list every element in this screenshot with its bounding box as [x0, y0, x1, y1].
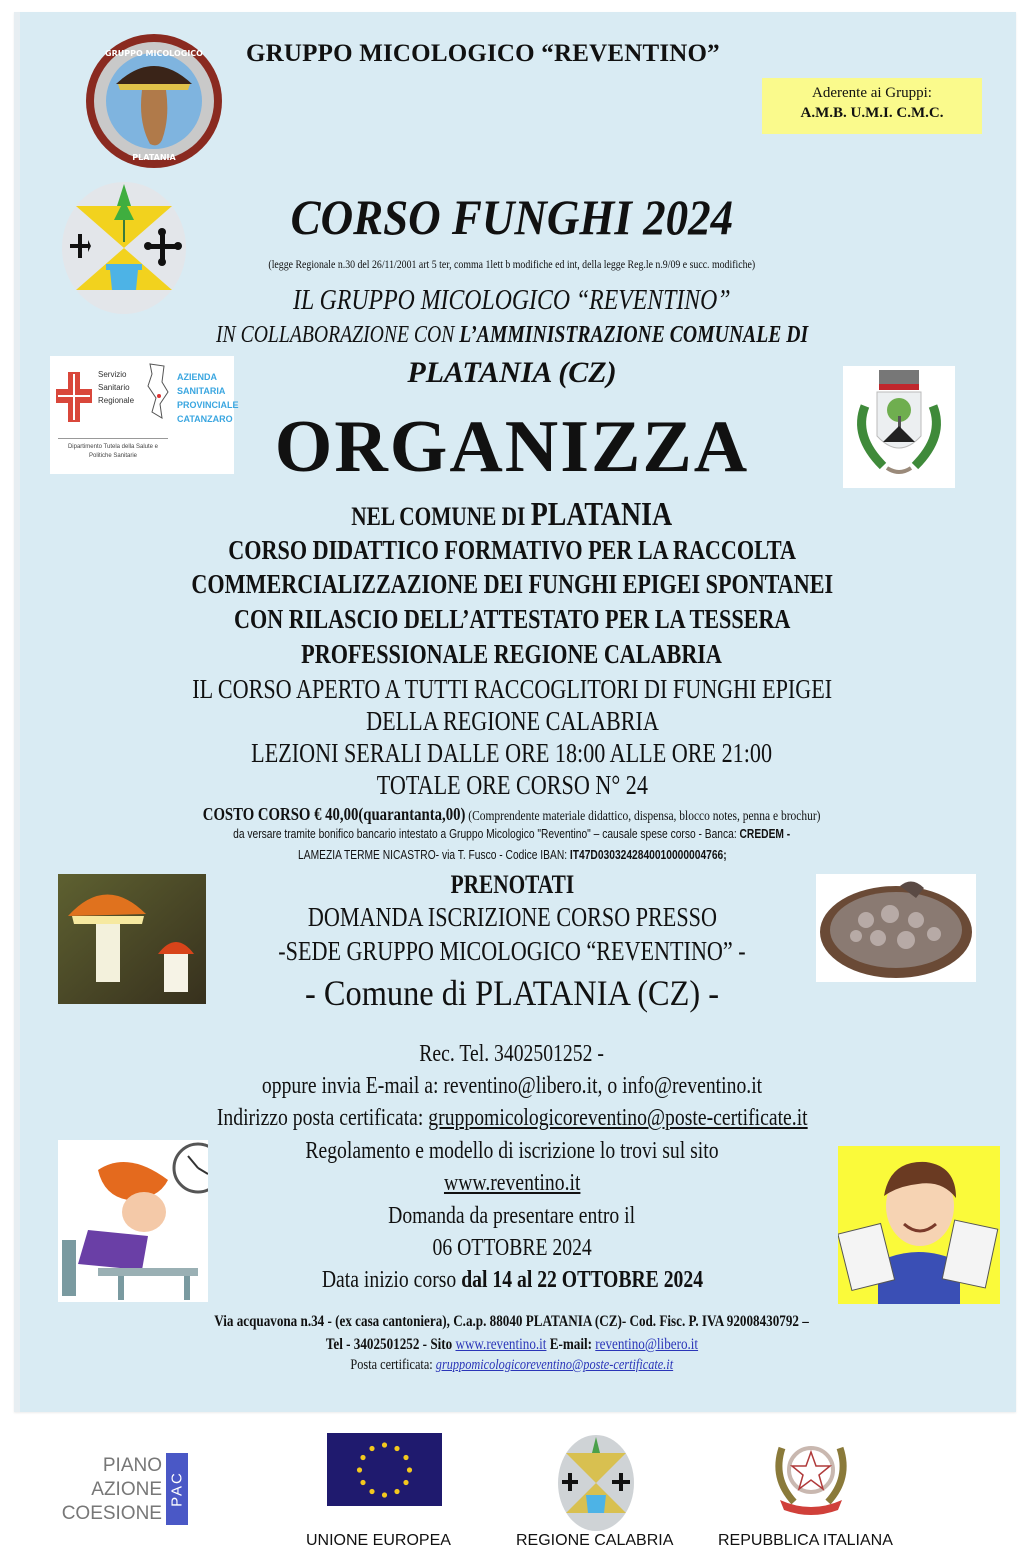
municipality-line: NEL COMUNE DI PLATANIA [351, 496, 673, 533]
svg-text:GRUPPO MICOLOGICO: GRUPPO MICOLOGICO [105, 49, 203, 58]
club-logo-mushroom-icon [84, 32, 224, 170]
pac-logo [61, 1450, 188, 1530]
course-total-hours: TOTALE ORE CORSO N° 24 [376, 770, 648, 800]
payment-line-1: da versare tramite bonifico bancario intestato a Gruppo Micologico "Reventino" – causale spese corso - Banca: CREDEM - [233, 827, 791, 841]
course-description-line-2: COMMERCIALIZZAZIONE DEI FUNGHI EPIGEI SPONTANEI [191, 569, 833, 599]
website-link[interactable]: www.reventino.it [443, 1170, 581, 1196]
course-info-line-2: DELLA REGIONE CALABRIA [365, 706, 659, 736]
pec-link[interactable]: gruppomicologicoreventino@poste-certificate.it [428, 1105, 808, 1131]
aderente-box [762, 78, 982, 134]
studying-boy-clock-illustration [58, 1140, 208, 1302]
club-title: GRUPPO MICOLOGICO “REVENTINO” [246, 40, 720, 67]
department-text: Dipartimento Tutela della Salute e Politiche Sanitarie [58, 438, 168, 461]
svg-text:PLATANIA: PLATANIA [132, 153, 176, 162]
course-info-line-1: IL CORSO APERTO A TUTTI RACCOGLITORI DI FUNGHI EPIGEI [192, 674, 832, 704]
booking-title: PRENOTATI [450, 870, 574, 899]
footer-email-link[interactable]: reventino@libero.it [595, 1336, 699, 1353]
boy-with-documents-illustration [838, 1146, 1000, 1304]
aderente-groups: A.M.B. U.M.I. C.M.C. [800, 105, 944, 121]
eu-flag-icon [327, 1433, 442, 1506]
footer-site-link[interactable]: www.reventino.it [455, 1336, 547, 1353]
booking-line-2: -SEDE GRUPPO MICOLOGICO “REVENTINO” - [278, 936, 746, 966]
repubblica-italiana-emblem-icon [766, 1428, 856, 1518]
footer-address: Via acquavona n.34 - (ex casa cantoniera), C.a.p. 88040 PLATANIA (CZ)- Cod. Fisc. P. IVA 92008430792 – [214, 1313, 810, 1330]
aderente-label: Aderente ai Gruppi: [812, 85, 932, 101]
course-description-line-3: CON RILASCIO DELL’ATTESTATO PER LA TESSERA [233, 604, 791, 634]
deadline-date: 06 OTTOBRE 2024 [432, 1235, 592, 1261]
asp-catanzaro-logo [50, 356, 239, 474]
footer-pec: Posta certificata: gruppomicologicoreventino@poste-certificate.it [350, 1357, 674, 1373]
footer-contacts: Tel - 3402501252 - Sito www.reventino.it E-mail: reventino@libero.it [325, 1336, 699, 1353]
pac-badge: PAC [166, 1453, 188, 1525]
course-title: CORSO FUNGHI 2024 [290, 189, 734, 245]
collaboration-line: IN COLLABORAZIONE CON L’AMMINISTRAZIONE COMUNALE DI [215, 322, 809, 348]
caption-regione-calabria: REGIONE CALABRIA [516, 1532, 674, 1549]
email-line: oppure invia E-mail a: reventino@libero.it, o info@reventino.it [261, 1073, 763, 1099]
law-reference: (legge Regionale n.30 del 26/11/2001 art 5 ter, comma 1lett b modifiche ed int, della legge Reg.le n.9/09 e succ. modifiche) [268, 257, 756, 271]
red-cross-icon [56, 372, 92, 422]
caption-repubblica-italiana: REPUBBLICA ITALIANA [718, 1532, 893, 1549]
calabria-map-icon [142, 362, 172, 420]
course-cost: COSTO CORSO € 40,00(quarantanta,00) (Comprendente materiale didattico, dispensa, blocco notes, penna e brochur) [203, 804, 821, 824]
caption-unione-europea: UNIONE EUROPEA [306, 1532, 451, 1549]
footer-pec-link[interactable]: gruppomicologicoreventino@poste-certificate.it [436, 1357, 674, 1373]
payment-line-2: LAMEZIA TERME NICASTRO- via T. Fusco - Codice IBAN: IT47D0303242840010000004766; [297, 848, 727, 862]
phone-line: Rec. Tel. 3402501252 - [419, 1041, 605, 1067]
ssr-text: Servizio Sanitario Regionale [98, 370, 135, 405]
pac-text: PIANO AZIONE COESIONE [61, 1455, 162, 1524]
course-schedule-line: LEZIONI SERALI DALLE ORE 18:00 ALLE ORE 21:00 [251, 738, 773, 768]
iban-value: IT47D0303242840010000004766; [569, 848, 727, 862]
course-description-line-1: CORSO DIDATTICO FORMATIVO PER LA RACCOLTA [228, 535, 796, 565]
mushroom-basket-photo [816, 874, 976, 982]
start-dates-line: Data inizio corso dal 14 al 22 OTTOBRE 2024 [321, 1267, 703, 1293]
course-description-line-4: PROFESSIONALE REGIONE CALABRIA [301, 639, 723, 669]
booking-town: - Comune di PLATANIA (CZ) - [304, 973, 720, 1013]
pec-line: Indirizzo posta certificata: gruppomicologicoreventino@poste-certificate.it [216, 1105, 808, 1131]
azienda-text: AZIENDA SANITARIA PROVINCIALE CATANZARO [177, 372, 239, 424]
deadline-label: Domanda da presentare entro il [388, 1203, 636, 1229]
regione-calabria-logo-icon [556, 1433, 636, 1533]
town-line: PLATANIA (CZ) [407, 356, 617, 389]
organizza-heading: ORGANIZZA [274, 406, 750, 488]
regolamento-line: Regolamento e modello di iscrizione lo trovi sul sito [305, 1138, 719, 1164]
platania-coat-of-arms-icon [843, 366, 955, 488]
booking-line-1: DOMANDA ISCRIZIONE CORSO PRESSO [307, 902, 717, 932]
organizer-line: IL GRUPPO MICOLOGICO “REVENTINO” [293, 284, 731, 316]
